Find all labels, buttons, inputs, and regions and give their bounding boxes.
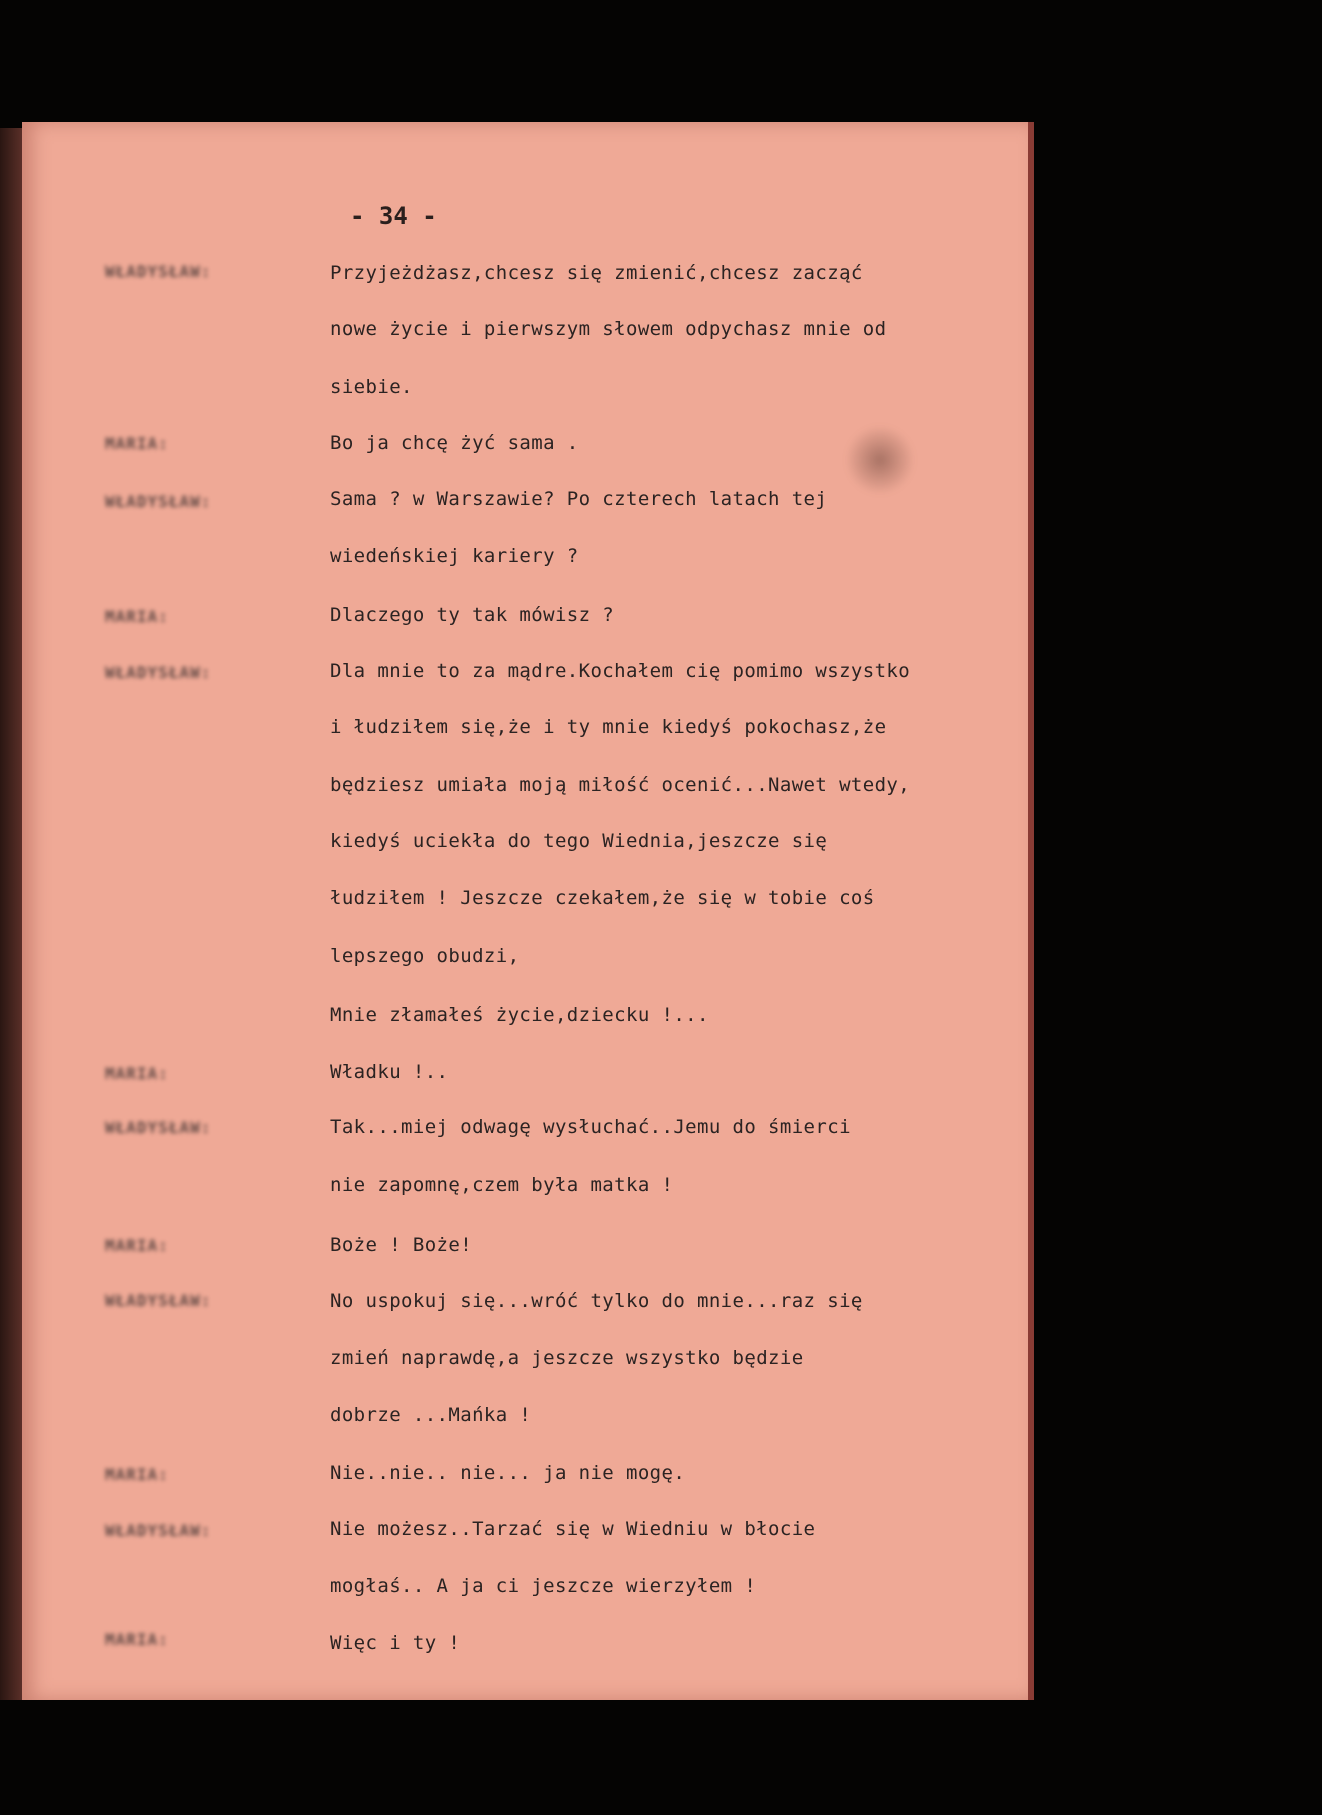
dialogue-line: nowe życie i pierwszym słowem odpychasz mnie od [330,318,887,340]
speaker-label: MARIA: [105,1064,169,1083]
dialogue-line: Mnie złamałeś życie,dziecku !... [330,1004,709,1026]
dialogue-line: Nie..nie.. nie... ja nie mogę. [330,1462,686,1484]
speaker-label: MARIA: [105,1236,169,1255]
paper-stain [845,425,915,495]
dialogue-line: Władku !.. [330,1061,449,1083]
page-number: - 34 - [350,202,437,230]
dialogue-line: Dla mnie to za mądre.Kochałem cię pomimo wszystko [330,660,911,682]
dialogue-line: kiedyś uciekła do tego Wiednia,jeszcze się [330,830,828,852]
dialogue-line: No uspokuj się...wróć tylko do mnie...raz się [330,1290,863,1312]
dialogue-line: i łudziłem się,że i ty mnie kiedyś pokochasz,że [330,716,887,738]
speaker-label: WŁADYSŁAW: [105,1291,212,1310]
dialogue-line: Więc i ty ! [330,1632,461,1654]
dialogue-line: zmień naprawdę,a jeszcze wszystko będzie [330,1347,804,1369]
dialogue-line: mogłaś.. A ja ci jeszcze wierzyłem ! [330,1575,757,1597]
speaker-label: MARIA: [105,607,169,626]
dialogue-line: będziesz umiała moją miłość ocenić...Nawet wtedy, [330,774,911,796]
dialogue-line: Przyjeżdżasz,chcesz się zmienić,chcesz zacząć [330,262,863,284]
dialogue-line: Tak...miej odwagę wysłuchać..Jemu do śmierci [330,1116,851,1138]
speaker-label: WŁADYSŁAW: [105,1521,212,1540]
dialogue-line: Bo ja chcę żyć sama . [330,432,579,454]
dialogue-line: Dlaczego ty tak mówisz ? [330,604,615,626]
dialogue-line: dobrze ...Mańka ! [330,1404,532,1426]
dialogue-line: lepszego obudzi, [330,945,520,967]
speaker-label: MARIA: [105,1630,169,1649]
dialogue-line: Boże ! Boże! [330,1234,473,1256]
spine-shadow [0,128,22,1700]
dialogue-line: łudziłem ! Jeszcze czekałem,że się w tobie coś [330,887,875,909]
speaker-label: WŁADYSŁAW: [105,1118,212,1137]
dialogue-line: nie zapomnę,czem była matka ! [330,1174,674,1196]
speaker-label: WŁADYSŁAW: [105,492,212,511]
speaker-label: WŁADYSŁAW: [105,262,212,281]
dialogue-line: siebie. [330,376,413,398]
speaker-label: MARIA: [105,1465,169,1484]
dialogue-line: wiedeńskiej kariery ? [330,545,579,567]
speaker-label: MARIA: [105,434,169,453]
speaker-label: WŁADYSŁAW: [105,663,212,682]
dialogue-line: Sama ? w Warszawie? Po czterech latach tej [330,488,828,510]
dialogue-line: Nie możesz..Tarzać się w Wiedniu w błocie [330,1518,816,1540]
